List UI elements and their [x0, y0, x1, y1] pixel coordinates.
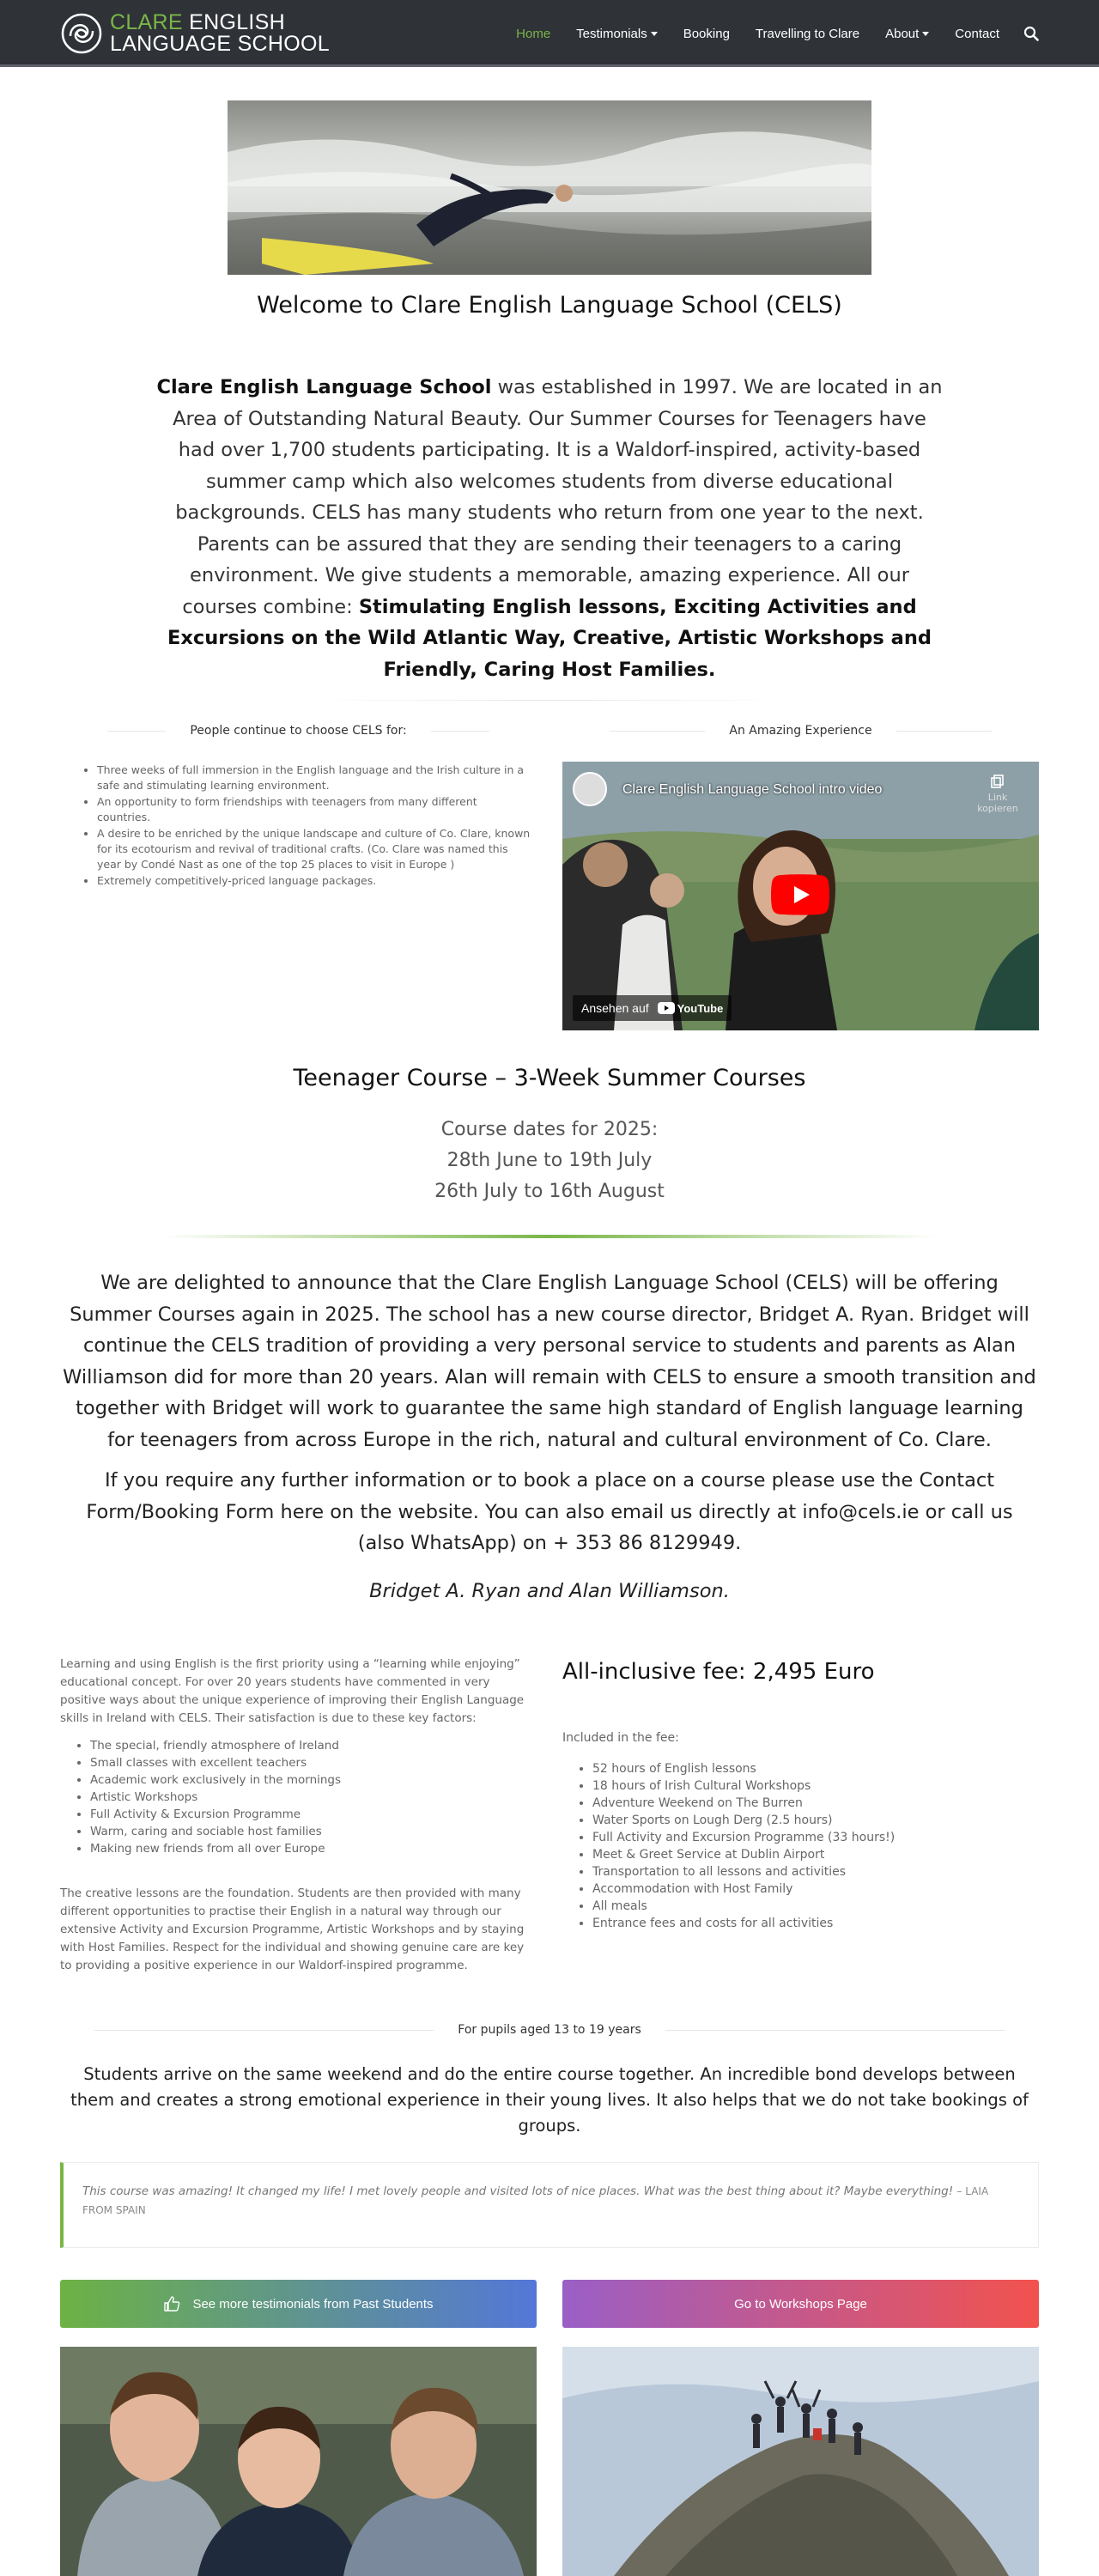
list-item: • A desire to be enriched by the unique landscape and culture of Co. Clare, known for its ecotourism and revival of traditional crafts. (Co. Clare was named this year by Condé Nast as one of the top 25 places to visit in Europe )	[97, 826, 531, 872]
pupils-heading-text: For pupils aged 13 to 19 years	[458, 2023, 641, 2037]
youtube-logo	[658, 1002, 724, 1015]
nav-travelling[interactable]: Travelling to Clare	[755, 26, 860, 41]
video-title[interactable]: Clare English Language School intro video	[622, 782, 883, 797]
pupils-text: Students arrive on the same weekend and do the entire course together. An incredible bond develops between them and creates a strong emotional experience in their young lives. It also helps that we do not take bookings of groups.	[70, 2064, 1029, 2136]
pupils-heading	[94, 2023, 1005, 2037]
announcement	[60, 1267, 1039, 1569]
nav-booking[interactable]: Booking	[683, 26, 730, 41]
list-item: • Small classes with excellent teachers	[90, 1754, 537, 1771]
search-icon[interactable]	[1023, 26, 1039, 41]
testimonials-button[interactable]	[60, 2280, 537, 2328]
heading-line	[94, 2030, 434, 2031]
list-item: • Academic work exclusively in the mornings	[90, 1771, 537, 1789]
nav-about[interactable]	[885, 27, 929, 41]
key-factors-list	[90, 1737, 537, 1857]
nav-about-label: About	[885, 26, 920, 41]
list-item: • Water Sports on Lough Derg (2.5 hours)	[592, 1812, 1039, 1829]
caret-down-icon	[651, 32, 658, 36]
learning-section	[60, 1656, 537, 1975]
channel-avatar[interactable]	[573, 772, 607, 806]
testimonial-quote	[60, 2162, 1039, 2248]
fee-title: All-inclusive fee: 2,495 Euro	[562, 1659, 875, 1685]
heading-line	[107, 731, 166, 732]
list-item: • 18 hours of Irish Cultural Workshops	[592, 1777, 1039, 1795]
list-item: • Artistic Workshops	[90, 1789, 537, 1806]
youtube-video-embed[interactable]	[562, 762, 1039, 1030]
reasons-heading-text: People continue to choose CELS for:	[190, 724, 407, 738]
announcement-paragraph: If you require any further information or to book a place on a course please use the Contact Form/Booking Form here on the website. You can also email us directly at info@cels.ie or call us (also WhatsApp) on + 353 86 8129949.	[86, 1469, 1013, 1554]
students-group-photo	[60, 2347, 537, 2576]
intro-paragraph	[155, 372, 944, 685]
list-item: • Warm, caring and sociable host families	[90, 1823, 537, 1840]
fee-included-list	[592, 1760, 1039, 1932]
quote-text: This course was amazing! It changed my life! I met lovely people and visited lots of nice places. What was the best thing about it? Maybe everything!	[82, 2184, 954, 2198]
caret-down-icon	[922, 32, 929, 36]
copy-icon	[990, 774, 1005, 789]
logo-text	[110, 12, 330, 55]
list-item: • Accommodation with Host Family	[592, 1880, 1039, 1898]
list-item: • The special, friendly atmosphere of Ireland	[90, 1737, 537, 1754]
signature: Bridget A. Ryan and Alan Williamson.	[369, 1580, 730, 1602]
site-logo[interactable]	[60, 10, 330, 57]
fee-included-label: Included in the fee:	[562, 1731, 679, 1745]
navbar	[0, 0, 1099, 67]
course-date: 28th June to 19th July	[446, 1150, 653, 1171]
course-dates	[0, 1115, 1099, 1207]
list-item: • 52 hours of English lessons	[592, 1760, 1039, 1777]
learning-intro: Learning and using English is the first priority using a “learning while enjoying” educational concept. For over 20 years students have commented in very positive ways about the unique experience of improving their English Language skills in Ireland with CELS. Their satisfaction is due to these key factors:	[60, 1657, 525, 1725]
thumbs-up-icon	[163, 2295, 180, 2312]
copy-link-button[interactable]	[972, 774, 1023, 814]
list-item: • Making new friends from all over Europe	[90, 1840, 537, 1857]
logo-clare: CLARE	[110, 10, 183, 34]
divider-green	[163, 1235, 936, 1238]
watch-on-youtube-button[interactable]	[573, 995, 732, 1021]
main-nav	[490, 0, 1039, 67]
list-item: • Three weeks of full immersion in the English language and the Irish culture in a safe and stimulating learning environment.	[97, 762, 531, 793]
heading-line	[896, 731, 992, 732]
heading-line	[665, 2030, 1005, 2031]
testimonials-button-label: See more testimonials from Past Students	[192, 2296, 434, 2312]
course-date: 26th July to 16th August	[434, 1181, 665, 1202]
video-heading	[610, 724, 992, 738]
welcome-title: Welcome to Clare English Language School (CELS)	[257, 292, 842, 319]
course-title: Teenager Course – 3-Week Summer Courses	[293, 1065, 806, 1091]
heading-line	[431, 731, 489, 732]
fee-section	[562, 1659, 1039, 1932]
hero-surfer-image	[228, 100, 871, 275]
list-item: • An opportunity to form friendships with teenagers from many different countries.	[97, 794, 531, 825]
workshops-button-label: Go to Workshops Page	[734, 2296, 867, 2312]
heading-line	[610, 731, 705, 732]
quote-author: – LAIA FROM SPAIN	[82, 2185, 989, 2216]
play-icon[interactable]	[771, 874, 829, 915]
logo-english: ENGLISH	[182, 10, 285, 34]
list-item: • All meals	[592, 1898, 1039, 1915]
watch-label: Ansehen auf	[581, 1001, 649, 1015]
video-heading-text: An Amazing Experience	[729, 724, 872, 738]
celtic-knot-icon	[60, 12, 103, 55]
students-on-rock-photo	[562, 2347, 1039, 2576]
intro-school-name: Clare English Language School	[156, 376, 492, 398]
nav-contact[interactable]: Contact	[955, 26, 999, 41]
logo-language-school: LANGUAGE SCHOOL	[110, 32, 330, 56]
workshops-button[interactable]	[562, 2280, 1039, 2328]
list-item: • Full Activity & Excursion Programme	[90, 1806, 537, 1823]
list-item: • Extremely competitively-priced language packages.	[97, 873, 531, 889]
intro-body: was established in 1997. We are located in an Area of Outstanding Natural Beauty. Our Summer Courses for Teenagers have had over 1,700 students participating. It is a Waldorf-inspired, activity-based summer camp which also welcomes students from diverse educational backgrounds. CELS has many students who return from one year to the next. Parents can be assured that they are sending their teenagers to a caring environment. We give students a memorable, amazing experience. All our courses combine:	[173, 376, 943, 618]
youtube-wordmark: YouTube	[677, 1001, 724, 1015]
divider	[309, 700, 790, 701]
announcement-paragraph: We are delighted to announce that the Clare English Language School (CELS) will be offering Summer Courses again in 2025. The school has a new course director, Bridget A. Ryan. Bridget will continue the CELS tradition of providing a very personal service to students and parents as Alan Williamson did for more than 20 years. Alan will remain with CELS to ensure a smooth transition and together with Bridget will work to guarantee the same high standard of English language learning for teenagers from across Europe in the rich, natural and cultural environment of Co. Clare.	[63, 1272, 1036, 1451]
nav-testimonials-label: Testimonials	[576, 26, 647, 41]
copy-link-label: Link kopieren	[977, 792, 1018, 814]
intro-highlight: Stimulating English lessons, Exciting Activities and Excursions on the Wild Atlantic Way, Creative, Artistic Workshops and Friendly, Caring Host Families.	[167, 595, 932, 681]
nav-home[interactable]: Home	[516, 26, 551, 41]
list-item: • Meet & Greet Service at Dublin Airport	[592, 1846, 1039, 1863]
list-item: • Full Activity and Excursion Programme (33 hours!)	[592, 1829, 1039, 1846]
list-item: • Entrance fees and costs for all activities	[592, 1915, 1039, 1932]
course-dates-label: Course dates for 2025:	[440, 1119, 659, 1140]
nav-testimonials[interactable]	[576, 27, 658, 41]
reasons-heading	[107, 724, 489, 738]
list-item: • Transportation to all lessons and activities	[592, 1863, 1039, 1880]
youtube-icon	[658, 1002, 675, 1014]
reasons-list	[97, 762, 531, 890]
list-item: • Adventure Weekend on The Burren	[592, 1795, 1039, 1812]
learning-outro: The creative lessons are the foundation. Students are then provided with many different opportunities to practise their English in a natural way through our extensive Activity and Excursion Programme, Artistic Workshops and by staying with Host Families. Respect for the individual and showing genuine care are key to providing a positive experience in our Waldorf-inspired programme.	[60, 1886, 525, 1972]
